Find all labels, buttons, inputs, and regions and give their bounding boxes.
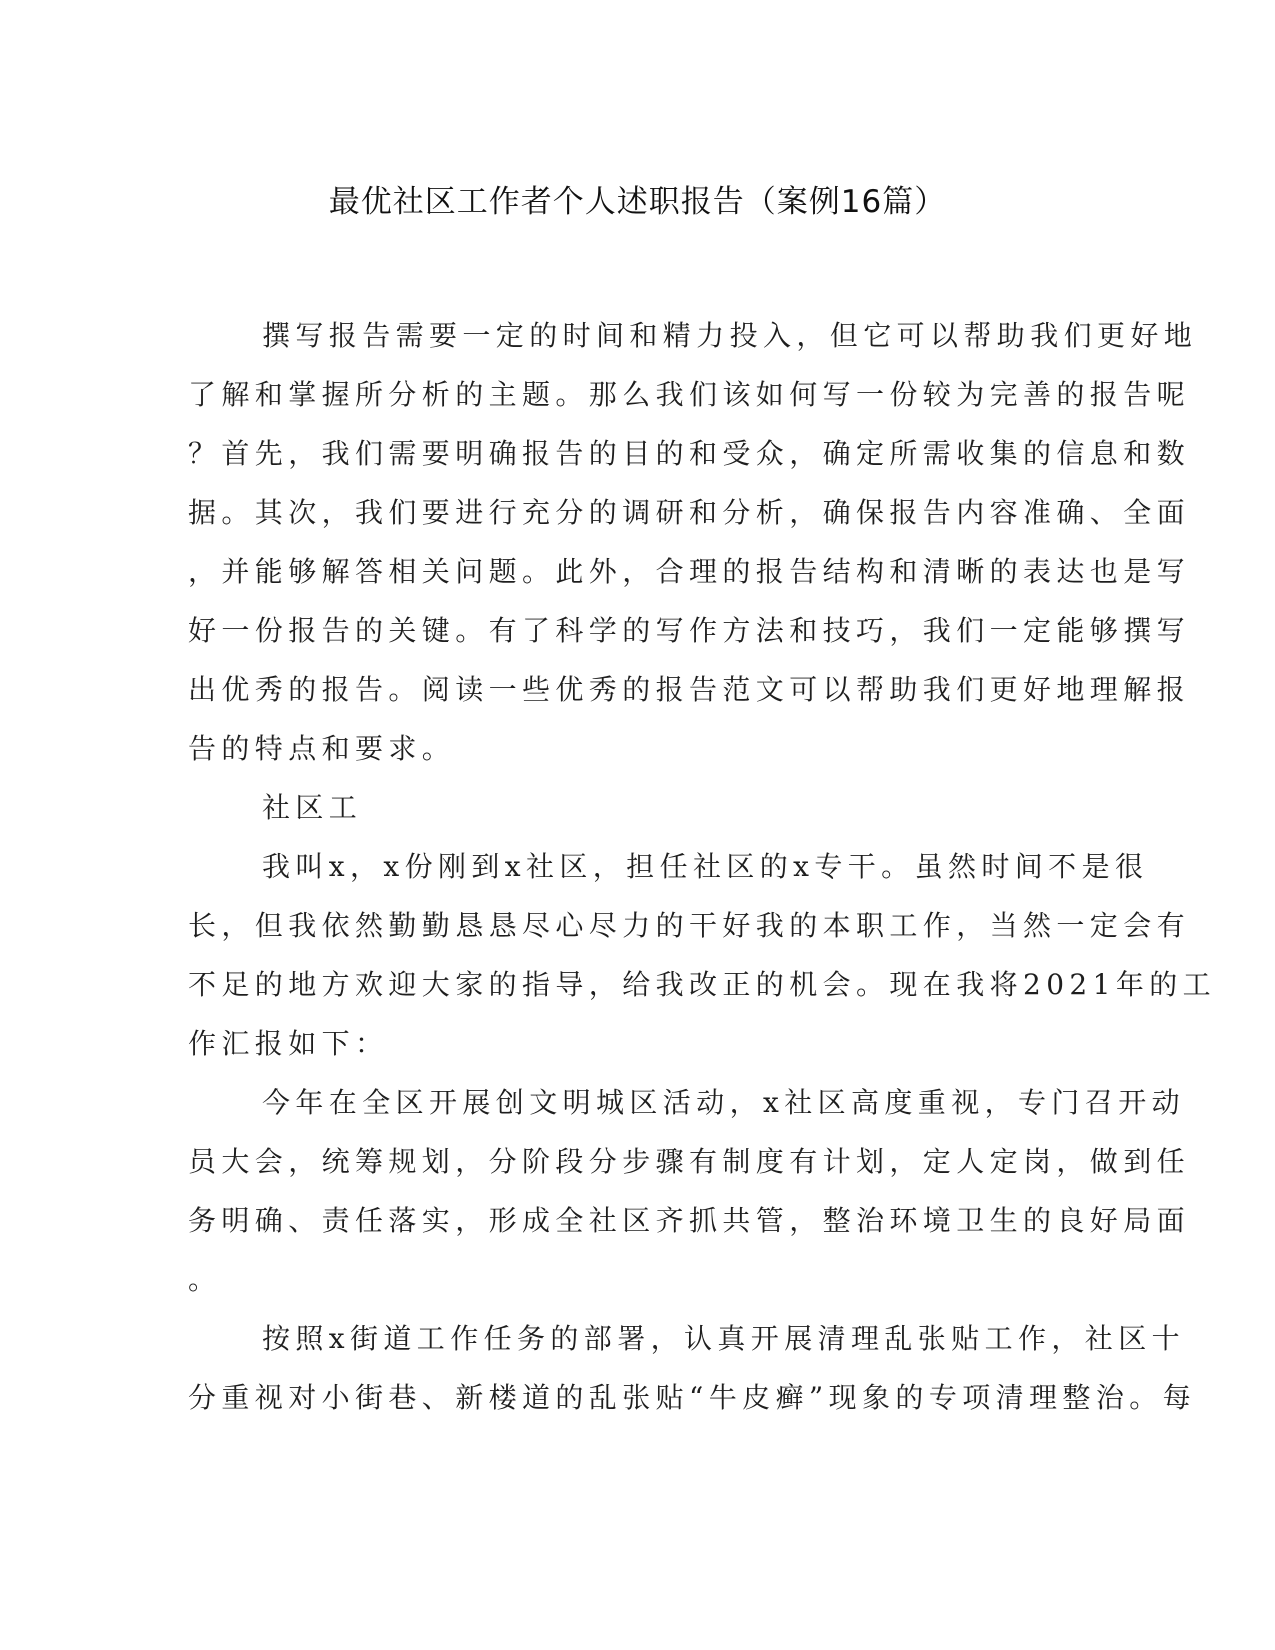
body-line: 按照x街道工作任务的部署，认真开展清理乱张贴工作，社区十 [262, 1322, 1185, 1355]
body-line: 出优秀的报告。阅读一些优秀的报告范文可以帮助我们更好地理解报 [188, 673, 1191, 706]
body-line: ？首先，我们需要明确报告的目的和受众，确定所需收集的信息和数 [188, 437, 1191, 470]
body-line: 我叫x，x份刚到x社区，担任社区的x专干。虽然时间不是很 [262, 850, 1149, 883]
body-line: 不足的地方欢迎大家的指导，给我改正的机会。现在我将2021年的工 [188, 968, 1217, 1001]
body-line: 告的特点和要求。 [188, 732, 456, 765]
body-line: 务明确、责任落实，形成全社区齐抓共管，整治环境卫生的良好局面 [188, 1204, 1191, 1237]
body-line: 长，但我依然勤勤恳恳尽心尽力的干好我的本职工作，当然一定会有 [188, 909, 1191, 942]
body-line: 今年在全区开展创文明城区活动，x社区高度重视，专门召开动 [262, 1086, 1185, 1119]
section-heading: 社区工 [262, 791, 363, 824]
body-line: 。 [188, 1263, 222, 1296]
body-line: 据。其次，我们要进行充分的调研和分析，确保报告内容准确、全面 [188, 496, 1191, 529]
document-title: 最优社区工作者个人述职报告（案例16篇） [328, 184, 947, 220]
body-line: 好一份报告的关键。有了科学的写作方法和技巧，我们一定能够撰写 [188, 614, 1191, 647]
body-line: 员大会，统筹规划，分阶段分步骤有制度有计划，定人定岗，做到任 [188, 1145, 1191, 1178]
body-line: 撰写报告需要一定的时间和精力投入，但它可以帮助我们更好地 [262, 319, 1198, 352]
body-line: 作汇报如下： [188, 1027, 389, 1060]
body-line: 分重视对小街巷、新楼道的乱张贴“牛皮癣”现象的专项清理整治。每 [188, 1381, 1197, 1414]
body-line: 了解和掌握所分析的主题。那么我们该如何写一份较为完善的报告呢 [188, 378, 1191, 411]
body-line: ，并能够解答相关问题。此外，合理的报告结构和清晰的表达也是写 [188, 555, 1191, 588]
